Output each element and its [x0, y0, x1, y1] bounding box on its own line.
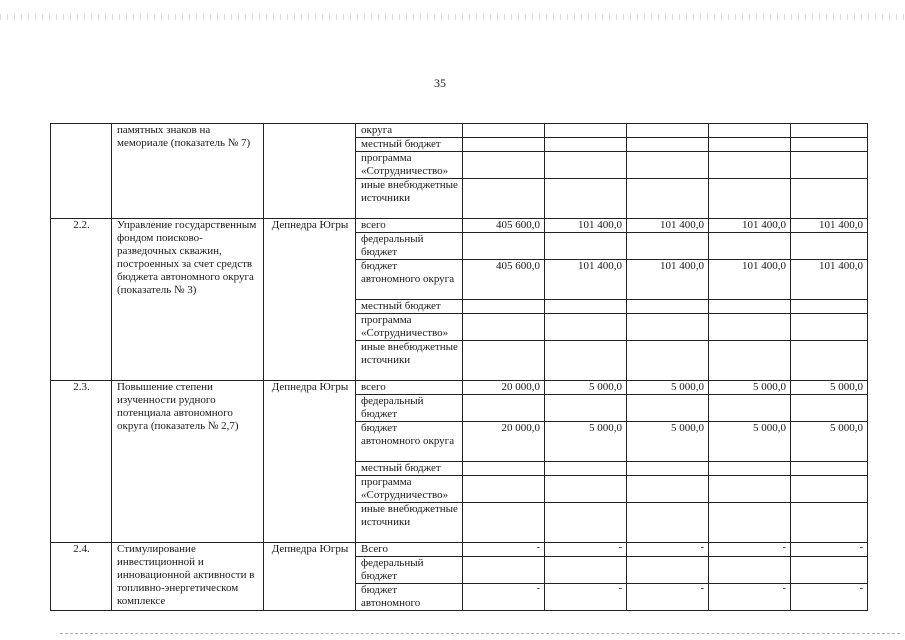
- table-row: [51, 219, 868, 233]
- item-executor-cell: Депнедра Югры: [264, 543, 356, 611]
- source-label-cell: бюджет автономного округа: [356, 260, 463, 300]
- amount-cell: [791, 395, 868, 422]
- amount-cell: [545, 341, 627, 381]
- amount-cell: 405 600,0: [463, 219, 545, 233]
- amount-cell: [709, 179, 791, 219]
- amount-cell: [791, 179, 868, 219]
- amount-cell: [791, 300, 868, 314]
- amount-cell: [463, 138, 545, 152]
- amount-cell: 20 000,0: [463, 381, 545, 395]
- amount-cell: [627, 462, 709, 476]
- amount-cell: 5 000,0: [627, 422, 709, 462]
- source-label-cell: иные внебюджетные источники: [356, 341, 463, 381]
- amount-cell: [545, 503, 627, 543]
- amount-cell: [545, 152, 627, 179]
- amount-cell: [627, 395, 709, 422]
- amount-cell: [545, 314, 627, 341]
- amount-cell: 5 000,0: [791, 422, 868, 462]
- source-label-cell: программа «Сотрудничество»: [356, 314, 463, 341]
- amount-cell: [463, 179, 545, 219]
- amount-cell: [791, 341, 868, 381]
- amount-cell: 101 400,0: [545, 219, 627, 233]
- source-label-cell: федеральный бюджет: [356, 557, 463, 584]
- amount-cell: 5 000,0: [545, 422, 627, 462]
- amount-cell: 101 400,0: [791, 260, 868, 300]
- amount-cell: [627, 138, 709, 152]
- amount-cell: [709, 138, 791, 152]
- amount-cell: -: [709, 584, 791, 611]
- amount-cell: [545, 557, 627, 584]
- amount-cell: [791, 152, 868, 179]
- amount-cell: [709, 124, 791, 138]
- amount-cell: [627, 503, 709, 543]
- amount-cell: [545, 233, 627, 260]
- item-executor-cell: [264, 124, 356, 219]
- amount-cell: 5 000,0: [791, 381, 868, 395]
- amount-cell: 5 000,0: [545, 381, 627, 395]
- source-label-cell: федеральный бюджет: [356, 395, 463, 422]
- amount-cell: [463, 395, 545, 422]
- amount-cell: [463, 152, 545, 179]
- amount-cell: [463, 314, 545, 341]
- item-number-cell: 2.2.: [51, 219, 112, 381]
- source-label-cell: иные внебюджетные источники: [356, 179, 463, 219]
- item-executor-cell: Депнедра Югры: [264, 381, 356, 543]
- amount-cell: [545, 300, 627, 314]
- amount-cell: 101 400,0: [709, 260, 791, 300]
- amount-cell: [709, 341, 791, 381]
- source-label-cell: Всего: [356, 543, 463, 557]
- amount-cell: [791, 233, 868, 260]
- amount-cell: 101 400,0: [627, 260, 709, 300]
- source-label-cell: программа «Сотрудничество»: [356, 476, 463, 503]
- source-label-cell: округа: [356, 124, 463, 138]
- amount-cell: [791, 124, 868, 138]
- amount-cell: [463, 503, 545, 543]
- item-name-cell: Повышение степени изученности рудного потенциала автономного округа (показатель № 2,7): [112, 381, 264, 543]
- amount-cell: [545, 395, 627, 422]
- amount-cell: [463, 557, 545, 584]
- amount-cell: [545, 124, 627, 138]
- amount-cell: 101 400,0: [545, 260, 627, 300]
- source-label-cell: федеральный бюджет: [356, 233, 463, 260]
- budget-table: [50, 123, 868, 611]
- item-name-cell: памятных знаков на мемориале (показатель № 7): [112, 124, 264, 219]
- amount-cell: [463, 300, 545, 314]
- amount-cell: [545, 462, 627, 476]
- amount-cell: [627, 179, 709, 219]
- table-row: [51, 124, 868, 138]
- amount-cell: [709, 395, 791, 422]
- source-label-cell: иные внебюджетные источники: [356, 503, 463, 543]
- amount-cell: [545, 179, 627, 219]
- amount-cell: [709, 314, 791, 341]
- amount-cell: [709, 233, 791, 260]
- source-label-cell: местный бюджет: [356, 300, 463, 314]
- amount-cell: -: [791, 584, 868, 611]
- amount-cell: -: [463, 584, 545, 611]
- item-name-cell: Стимулирование инвестиционной и инновационной активности в топливно-энергетическом комплексе: [112, 543, 264, 611]
- amount-cell: [791, 557, 868, 584]
- item-executor-cell: Депнедра Югры: [264, 219, 356, 381]
- amount-cell: 101 400,0: [627, 219, 709, 233]
- bottom-scan-edge: [60, 633, 900, 634]
- table-body: [51, 124, 868, 611]
- amount-cell: 5 000,0: [709, 422, 791, 462]
- source-label-cell: всего: [356, 219, 463, 233]
- amount-cell: -: [791, 543, 868, 557]
- amount-cell: 5 000,0: [709, 381, 791, 395]
- amount-cell: [463, 124, 545, 138]
- source-label-cell: бюджет автономного: [356, 584, 463, 611]
- amount-cell: 101 400,0: [709, 219, 791, 233]
- amount-cell: [709, 462, 791, 476]
- source-label-cell: программа «Сотрудничество»: [356, 152, 463, 179]
- amount-cell: [627, 152, 709, 179]
- source-label-cell: всего: [356, 381, 463, 395]
- item-number-cell: 2.3.: [51, 381, 112, 543]
- table-row: [51, 543, 868, 557]
- amount-cell: 405 600,0: [463, 260, 545, 300]
- amount-cell: [463, 341, 545, 381]
- amount-cell: [791, 314, 868, 341]
- scan-noise-strip: [0, 14, 905, 20]
- amount-cell: 20 000,0: [463, 422, 545, 462]
- amount-cell: [545, 138, 627, 152]
- amount-cell: [709, 300, 791, 314]
- amount-cell: [463, 462, 545, 476]
- amount-cell: [709, 476, 791, 503]
- amount-cell: [627, 300, 709, 314]
- amount-cell: -: [463, 543, 545, 557]
- amount-cell: -: [627, 543, 709, 557]
- amount-cell: [709, 557, 791, 584]
- amount-cell: [791, 462, 868, 476]
- item-number-cell: [51, 124, 112, 219]
- amount-cell: [709, 503, 791, 543]
- amount-cell: [627, 341, 709, 381]
- amount-cell: [709, 152, 791, 179]
- amount-cell: -: [627, 584, 709, 611]
- amount-cell: [545, 476, 627, 503]
- source-label-cell: местный бюджет: [356, 138, 463, 152]
- source-label-cell: бюджет автономного округа: [356, 422, 463, 462]
- amount-cell: [627, 557, 709, 584]
- source-label-cell: местный бюджет: [356, 462, 463, 476]
- amount-cell: [791, 138, 868, 152]
- item-number-cell: 2.4.: [51, 543, 112, 611]
- amount-cell: [463, 233, 545, 260]
- amount-cell: 5 000,0: [627, 381, 709, 395]
- amount-cell: [791, 476, 868, 503]
- amount-cell: [791, 503, 868, 543]
- amount-cell: [627, 476, 709, 503]
- item-name-cell: Управление государственным фондом поисково-разведочных скважин, построенных за счет средств бюджета автономного округа (показатель № 3): [112, 219, 264, 381]
- amount-cell: [627, 124, 709, 138]
- amount-cell: -: [545, 584, 627, 611]
- page-number: 35: [434, 76, 446, 90]
- amount-cell: [627, 233, 709, 260]
- table-row: [51, 381, 868, 395]
- amount-cell: [627, 314, 709, 341]
- amount-cell: [463, 476, 545, 503]
- amount-cell: -: [545, 543, 627, 557]
- amount-cell: 101 400,0: [791, 219, 868, 233]
- amount-cell: -: [709, 543, 791, 557]
